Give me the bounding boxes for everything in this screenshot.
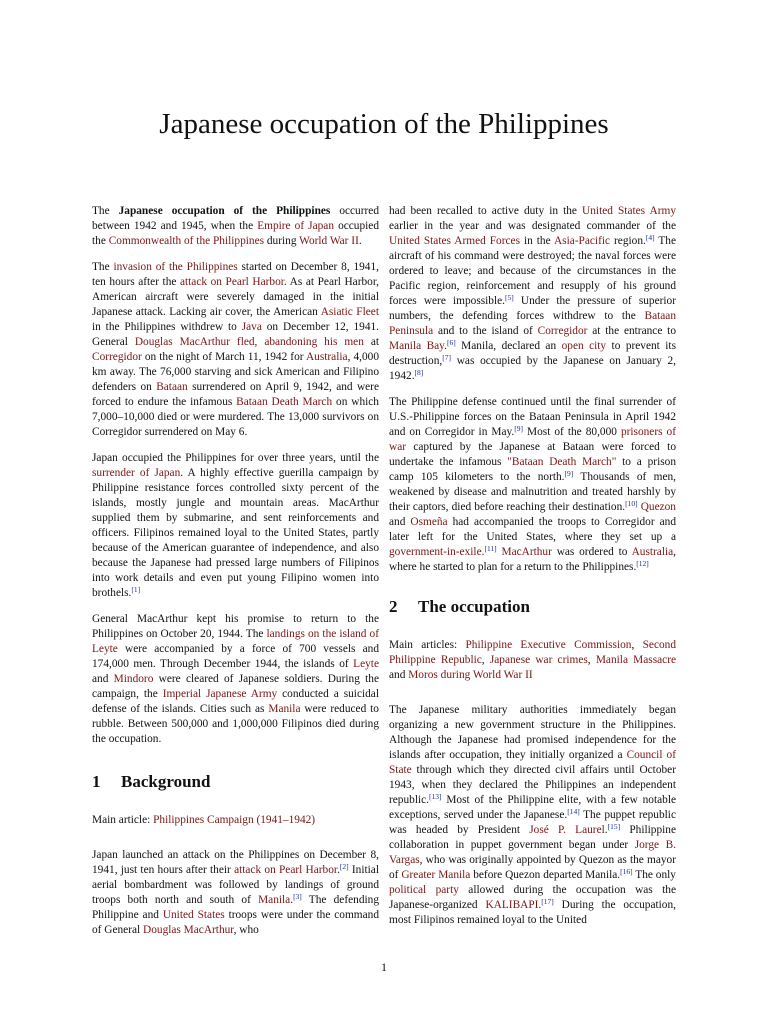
citation-ref[interactable]: [15] [607,822,621,831]
citation-ref[interactable]: [2] [339,862,349,871]
wiki-link[interactable]: Second Philippine Republic [389,639,676,666]
wiki-link[interactable]: Corregidor [537,325,588,337]
wiki-link[interactable]: Douglas MacArthur [143,924,234,936]
text-run: , who [233,924,259,936]
wiki-link[interactable]: Quezon [640,501,676,513]
text-run: had accompanied the troops to Corregidor and later left for the United States, where they set up a [389,516,676,543]
wiki-link[interactable]: KALIBAPI [485,899,539,911]
text-run: in the [520,235,554,247]
paragraph [389,395,676,575]
citation-ref[interactable]: [7] [442,353,451,362]
text-run: The only [632,869,676,881]
text-run: to a prison camp 105 kilometers to the north. [389,456,676,483]
text-run: on the night of March 11, 1942 for [141,351,306,363]
text-run: had been recalled to active duty in the [389,205,583,217]
wiki-link[interactable]: Mindoro [113,673,154,685]
text-run: Philippine collaboration in puppet government began under [389,824,676,851]
section-title: Background [121,772,211,791]
text-run: allowed during the occupation was the Japanese-organized [389,884,676,911]
wiki-link[interactable]: Greater Manila [401,869,471,881]
wiki-link[interactable]: Asia-Pacific [553,235,611,247]
right-column [389,204,676,939]
text-run: Japan occupied the Philippines for over three years, until the [92,452,379,464]
text-run: . As at Pearl Harbor, American aircraft were severely damaged in the initial Japanese attack. Lacking air cover, the American [92,276,379,318]
section-number: 1 [92,772,101,791]
wiki-link[interactable]: United States Army [582,205,677,217]
page-title: Japanese occupation of the Philippines [159,108,609,140]
text-run: The Philippine defense continued until the final surrender of U.S.-Philippine forces on the Bataan Peninsula in April 1942 and on Corregidor in May. [389,396,676,438]
text-run: occurred between 1942 and 1945, when the [92,205,379,232]
wiki-link[interactable]: prisoners of war [389,426,676,453]
text-run: and [389,516,411,528]
citation-ref[interactable]: [9] [514,424,524,433]
citation-ref[interactable]: [5] [505,293,514,302]
text-run: Most of the 80,000 [523,426,621,438]
citation-ref[interactable]: [6] [446,338,456,347]
text-run: through which they directed civil affairs until October 1943, when they declared the Philippines an independent republic. [389,764,676,806]
text-run: in the Philippines withdrew to [92,321,242,333]
paragraph [92,451,379,601]
bold-term: Japanese occupation of the Philippines [118,205,331,217]
text-run: troops were under the command of General [92,909,379,936]
citation-ref[interactable]: [16] [620,867,633,876]
text-run: , [481,654,490,666]
wiki-link[interactable]: Philippines Campaign (1941–1942) [153,814,316,826]
wiki-link[interactable]: Corregidor [92,351,142,363]
wiki-link[interactable]: Manila Bay [389,340,445,352]
wiki-link[interactable]: surrender of Japan [92,467,181,479]
text-run: , [587,654,596,666]
text-run: at the entrance to [587,325,676,337]
text-run: The Japanese military authorities immediately began organizing a new government structure in the Philippines. Although the Japanese had promised independence for the islands after occupation, they initially organized a [389,704,676,761]
wiki-link[interactable]: Moros during World War II [408,669,533,681]
wiki-link[interactable]: Osmeña [410,516,448,528]
wiki-link[interactable]: Commonwealth of the Philippines [108,235,265,247]
wiki-link[interactable]: Philippine Executive Commission [465,639,632,651]
citation-ref[interactable]: [14] [567,807,580,816]
citation-ref[interactable]: [4] [645,233,655,242]
text-run: Thousands of men, weakened by disease and malnutrition and treated harshly by their captors, died before reaching their destination. [389,471,676,513]
text-run: were reduced to rubble. Between 500,000 and 1,000,000 Filipinos died during the occupation. [92,703,379,745]
wiki-link[interactable]: attack on Pearl Harbor [179,276,284,288]
wiki-link[interactable]: Douglas MacArthur fled, abandoning his men [134,336,364,348]
text-run: . [358,235,362,247]
main-article-note [92,813,379,828]
citation-ref[interactable]: [3] [293,892,302,901]
wiki-link[interactable]: Council of State [389,749,676,776]
text-run: conducted a suicidal defense of the islands. Cities such as [92,688,379,715]
wiki-link[interactable]: Jorge B. Vargas [389,839,676,866]
citation-ref[interactable]: [17] [541,897,554,906]
section-title: The occupation [418,597,530,616]
text-run: . [481,546,485,558]
wiki-link[interactable]: Leyte [353,658,379,670]
citation-ref[interactable]: [9] [564,469,574,478]
wiki-link[interactable]: United States [162,909,225,921]
section-number: 2 [389,597,398,616]
text-run: was occupied by the Japanese on January 2, 1942. [389,355,676,382]
text-run: Manila, declared an [455,340,562,352]
text-run: during [264,235,300,247]
text-run: The [92,205,119,217]
citation-ref[interactable]: [11] [484,544,497,553]
wiki-link[interactable]: political party [389,884,459,896]
text-run: Japan launched an attack on the Philippines on December 8, 1941, just ten hours after their [92,849,379,876]
text-run: The [92,261,114,273]
text-run: and to the island of [433,325,538,337]
wiki-link[interactable]: Imperial Japanese Army [162,688,278,700]
text-run: General MacArthur kept his promise to return to the Philippines on October 20, 1944. The [92,613,379,640]
citation-ref[interactable]: [8] [414,368,424,377]
paragraph [92,260,379,440]
text-run: before Quezon departed Manila. [470,869,621,881]
text-run: Initial aerial bombardment was followed by landings of ground troops both north and south of [92,864,379,906]
wiki-link[interactable]: United States Armed Forces [389,235,520,247]
text-run: and [92,673,114,685]
text-run: . [337,864,340,876]
paragraph [92,612,379,747]
text-run: region. [610,235,646,247]
section-heading-occupation [389,599,676,614]
wiki-link[interactable]: Empire of Japan [257,220,334,232]
paragraph [92,848,379,938]
text-run: . [444,340,447,352]
wiki-link[interactable]: Japanese war crimes [489,654,588,666]
main-articles-note [389,638,676,683]
left-column [92,204,379,949]
text-run: . [604,824,608,836]
text-run: Main articles: [389,639,466,651]
text-run: at [363,336,380,348]
paragraph [389,204,676,384]
wiki-link[interactable]: attack on Pearl Harbor [234,864,338,876]
text-run: Main article: [92,814,154,826]
wiki-link[interactable]: Java [241,321,262,333]
wiki-link[interactable]: Asiatic Fleet [320,306,379,318]
text-run: , 4,000 km away. The 76,000 starving and sick American and Filipino defenders on [92,351,379,393]
wiki-link[interactable]: Australia [305,351,348,363]
text-run: The puppet republic was headed by President [389,809,676,836]
section-heading-background [92,774,379,789]
text-run: . [290,894,294,906]
text-run: , where he started to plan for a return to the Philippines. [389,546,677,573]
paragraph [92,204,379,249]
text-run: on December 12, 1941. General [92,321,379,348]
wiki-link[interactable]: government-in-exile [389,546,482,558]
text-run: was ordered to [551,546,632,558]
paragraph [389,703,676,928]
wiki-link[interactable]: Manila [258,894,291,906]
text-run: and [389,669,409,681]
wiki-link[interactable]: Bataan Death March [236,396,333,408]
text-run: , who was originally appointed by Quezon as the mayor of [389,854,676,881]
text-run: on which 7,000–10,000 died or were murdered. The 13,000 survivors on Corregidor surrendered on May 6. [92,396,379,438]
text-run: During the occupation, most Filipinos remained loyal to the United [389,899,676,926]
citation-ref[interactable]: [10] [625,499,638,508]
text-run: were accompanied by a force of 700 vessels and 174,000 men. Through December 1944, the islands of [92,643,379,670]
text-run: The aircraft of his command were destroyed; the naval forces were ordered to leave; and because of the circumstances in the Pacific region, reinforcement and resupply of his ground forces were impossible. [389,235,676,307]
text-run: The defending Philippine and [92,894,379,921]
page-number: 1 [381,960,387,974]
citation-ref[interactable]: [12] [636,559,649,568]
text-run: . [538,899,542,911]
wiki-link[interactable]: Australia [631,546,674,558]
citation-ref[interactable]: [13] [429,792,442,801]
wiki-link[interactable]: landings on the island of Leyte [92,628,379,655]
wiki-link[interactable]: José P. Laurel [529,824,605,836]
wiki-link[interactable]: invasion of the Philippines [113,261,238,273]
text-run: were cleared of Japanese soldiers. During the campaign, the [92,673,380,700]
citation-ref[interactable]: [1] [131,585,141,594]
text-run: . A highly effective guerilla campaign by Philippine resistance forces controlled sixty percent of the islands, mostly jungle and mountain areas. MacArthur supplied them by submarine, and sent reinforcements and officers. Filipinos remained loyal to the United States, partly because of the American guarantee of independence, and also because the Japanese had pressed large numbers of Filipinos into work details and even put young Filipino women into brothels. [92,467,379,599]
wiki-link[interactable]: Bataan Peninsula [389,310,676,337]
wiki-link[interactable]: MacArthur [501,546,552,558]
wiki-link[interactable]: World War II [299,235,359,247]
text-run: , [631,639,643,651]
wiki-link[interactable]: "Bataan Death March" [507,456,617,468]
text-run: earlier in the year and was designated commander of the [389,220,676,232]
text-run: Most of the Philippine elite, with a few notable exceptions, served under the Japanese. [389,794,676,821]
text-run: started on December 8, 1941, ten hours after the [92,261,379,288]
text-run: captured by the Japanese at Bataan were forced to undertake the infamous [389,441,676,468]
text-run: surrendered on April 9, 1942, and were forced to endure the infamous [92,381,379,408]
text-run: Under the pressure of superior numbers, the defending forces withdrew to the [389,295,676,322]
wiki-link[interactable]: open city [561,340,607,352]
wiki-link[interactable]: Manila [268,703,301,715]
text-run: to prevent its destruction, [389,340,676,367]
wiki-link[interactable]: Bataan [156,381,188,393]
wiki-link[interactable]: Manila Massacre [595,654,677,666]
text-run: occupied the [92,220,380,247]
